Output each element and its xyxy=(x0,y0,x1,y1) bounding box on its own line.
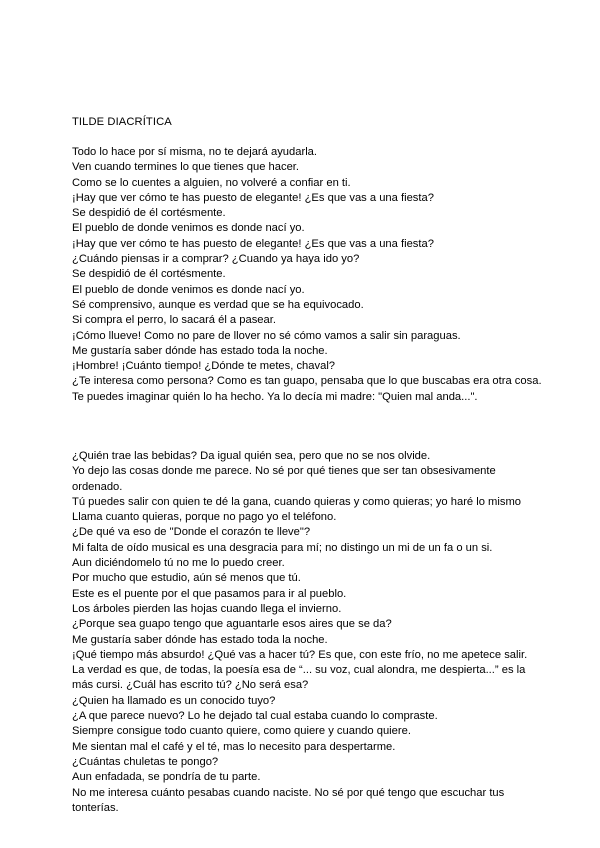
sentence: Este es el puente por el que pasamos para ir al pueblo. xyxy=(72,587,347,600)
sentence: Me gustaría saber dónde has estado toda la noche. xyxy=(72,633,328,646)
sentence: Mi falta de oído musical es una desgracia para mí; no distingo un mi de un fa o un si. xyxy=(72,541,493,554)
sentence: El pueblo de donde venimos es donde nací yo. xyxy=(72,222,305,235)
sentence-block-2 xyxy=(72,449,542,816)
sentence: Por mucho que estudio, aún sé menos que tú. xyxy=(72,572,301,585)
sentence: ¿Porque sea guapo tengo que aguantarle esos aires que se da? xyxy=(72,618,392,631)
sentence: ¿Te interesa como persona? Como es tan guapo, pensaba que lo que buscabas era otra cosa. xyxy=(72,375,542,388)
sentence: Llama cuanto quieras, porque no pago yo el teléfono. xyxy=(72,511,337,524)
sentence: ¿Cuántas chuletas te pongo? xyxy=(72,755,219,768)
sentence: Se despidió de él cortésmente. xyxy=(72,268,226,281)
sentence: Como se lo cuentes a alguien, no volveré a confiar en ti. xyxy=(72,176,351,189)
sentence: Se despidió de él cortésmente. xyxy=(72,207,226,220)
sentence: ¿Cuándo piensas ir a comprar? ¿Cuando ya haya ido yo? xyxy=(72,253,360,266)
sentence: El pueblo de donde venimos es donde nací yo. xyxy=(72,283,305,296)
sentence: Todo lo hace por sí misma, no te dejará ayudarla. xyxy=(72,146,318,158)
document-title: TILDE DIACRÍTICA xyxy=(72,116,172,128)
sentence: ¡Hombre! ¡Cuánto tiempo! ¿Dónde te metes, chaval? xyxy=(72,360,336,373)
sentence: Siempre consigue todo cuanto quiere, como quiere y cuando quiere. xyxy=(72,725,411,738)
sentence: Ven cuando termines lo que tienes que hacer. xyxy=(72,161,300,174)
sentence: Me gustaría saber dónde has estado toda la noche. xyxy=(72,344,328,357)
sentence: ¿Quién trae las bebidas? Da igual quién sea, pero que no se nos olvide. xyxy=(72,450,431,462)
sentence: Aun enfadada, se pondría de tu parte. xyxy=(72,771,261,784)
sentence: ¿A que parece nuevo? Lo he dejado tal cual estaba cuando lo compraste. xyxy=(72,710,438,723)
sentence: ¿Quien ha llamado es un conocido tuyo? xyxy=(72,694,276,707)
sentence: La verdad es que, de todas, la poesía esa de “... su voz, cual alondra, me despierta...” es la más cursi. ¿Cuál has escrito tú? ¿No será esa? xyxy=(72,664,526,692)
sentence-block-1 xyxy=(72,145,542,405)
sentence: No me interesa cuánto pesabas cuando naciste. No sé por qué tengo que escuchar tus tonterías. xyxy=(72,786,505,814)
sentence: Aun diciéndomelo tú no me lo puedo creer. xyxy=(72,557,285,570)
sentence: ¡Qué tiempo más absurdo! ¿Qué vas a hacer tú? Es que, con este frío, no me apetece salir. xyxy=(72,648,528,661)
sentence: Si compra el perro, lo sacará él a pasear. xyxy=(72,314,276,327)
sentence: ¡Hay que ver cómo te has puesto de elegante! ¿Es que vas a una fiesta? xyxy=(72,191,434,204)
sentence: Sé comprensivo, aunque es verdad que se ha equivocado. xyxy=(72,298,364,311)
sentence: Te puedes imaginar quién lo ha hecho. Ya lo decía mi madre: "Quien mal anda...". xyxy=(72,390,478,403)
sentence: Yo dejo las cosas donde me parece. No sé por qué tienes que ser tan obsesivamente ordenado. xyxy=(72,465,496,493)
sentence: ¿De qué va eso de "Donde el corazón te lleve"? xyxy=(72,526,311,539)
sentence: ¡Cómo llueve! Como no pare de llover no sé cómo vamos a salir sin paraguas. xyxy=(72,329,461,342)
sentence: Me sientan mal el café y el té, mas lo necesito para despertarme. xyxy=(72,740,396,753)
sentence: Tú puedes salir con quien te dé la gana, cuando quieras y como quieras; yo haré lo mismo xyxy=(72,495,522,508)
sentence: ¡Hay que ver cómo te has puesto de elegante! ¿Es que vas a una fiesta? xyxy=(72,237,434,250)
sentence: Los árboles pierden las hojas cuando llega el invierno. xyxy=(72,602,342,615)
